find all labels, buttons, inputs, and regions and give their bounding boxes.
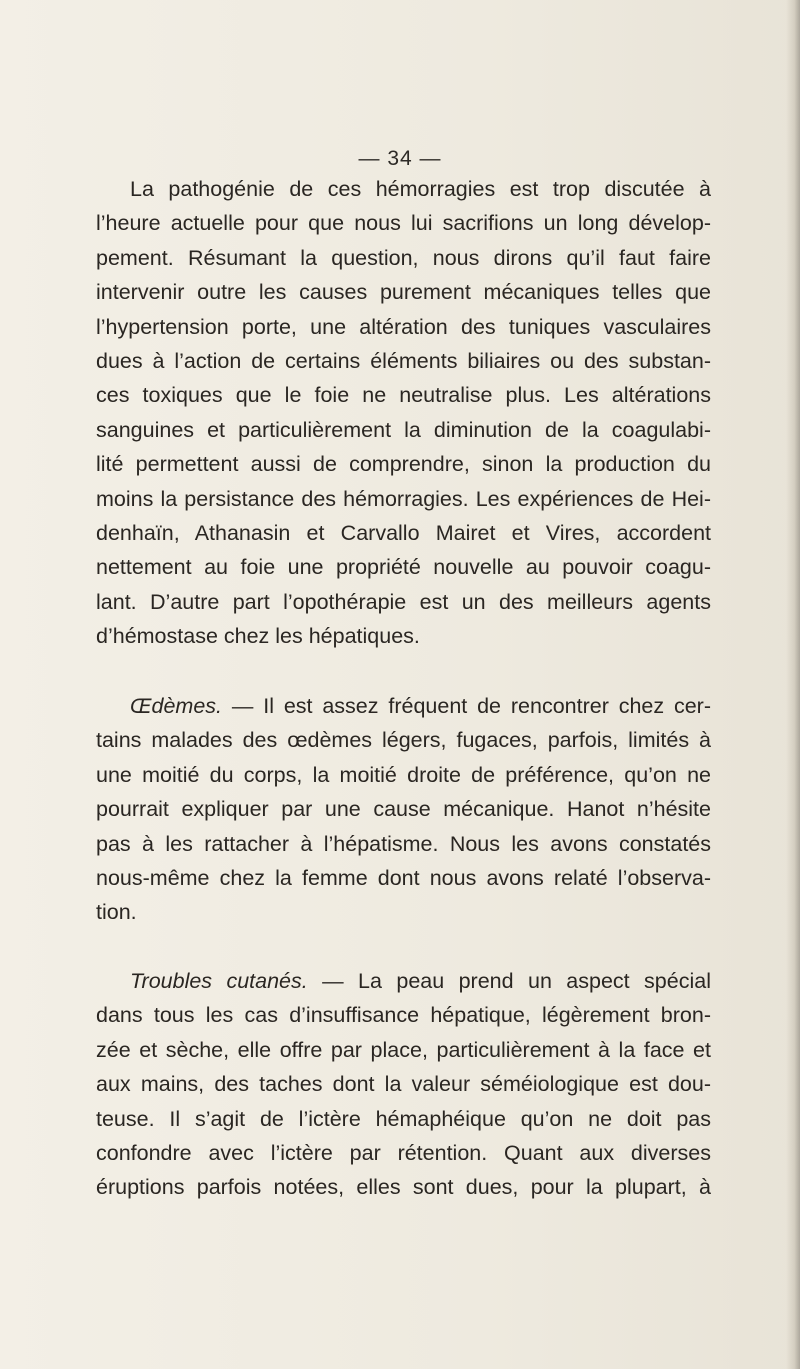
text-line: lité permettent aussi de comprendre, sinon la production du (96, 452, 711, 477)
paragraph-troubles-cutanes (96, 964, 711, 1205)
text-line: tion. (96, 900, 137, 925)
text-line: dues à l’action de certains éléments biliaires ou des substan- (96, 349, 711, 374)
text-line: l’hypertension porte, une altération des tuniques vasculaires (96, 314, 711, 339)
section-heading: Œdèmes. (130, 694, 223, 718)
text-line: confondre avec l’ictère par rétention. Quant aux diverses (96, 1141, 711, 1166)
text-line: intervenir outre les causes purement mécaniques telles que (96, 280, 711, 305)
text-line: dans tous les cas d’insuffisance hépatique, légèrement bron- (96, 1003, 711, 1028)
text-line: moins la persistance des hémorragies. Les expériences de Hei- (96, 486, 711, 511)
paragraph-hemorrhages (96, 172, 711, 654)
page-number: — 34 — (358, 147, 442, 170)
section-heading: Troubles cutanés. (130, 969, 308, 993)
text-fragment: — Il est assez fréquent de rencontrer chez cer- (222, 694, 711, 718)
text-line: nettement au foie une propriété nouvelle au pouvoir coagu- (96, 555, 711, 580)
text-line: tains malades des œdèmes légers, fugaces, parfois, limités à (96, 728, 711, 753)
text-line: une moitié du corps, la moitié droite de préférence, qu’on ne (96, 762, 711, 787)
text-line: ces toxiques que le foie ne neutralise plus. Les altérations (96, 383, 711, 408)
text-line: sanguines et particulièrement la diminution de la coagulabi- (96, 417, 711, 442)
text-line: lant. D’autre part l’opothérapie est un des meilleurs agents (96, 589, 711, 614)
text-line (96, 964, 711, 998)
paragraph-oedemes (96, 689, 711, 930)
text-line: pement. Résumant la question, nous dirons qu’il faut faire (96, 245, 711, 270)
page-edge-shadow (786, 0, 800, 1369)
text-line: denhaïn, Athanasin et Carvallo Mairet et Vires, accordent (96, 521, 711, 546)
text-line: l’heure actuelle pour que nous lui sacrifions un long dévelop- (96, 211, 711, 236)
text-line: d’hémostase chez les hépatiques. (96, 624, 420, 649)
text-fragment: — La peau prend un aspect spécial (307, 969, 711, 993)
text-line: La pathogénie de ces hémorragies est trop discutée à (130, 177, 711, 201)
text-line (96, 689, 711, 723)
text-line: teuse. Il s’agit de l’ictère hémaphéique qu’on ne doit pas (96, 1106, 711, 1131)
text-line: pas à les rattacher à l’hépatisme. Nous les avons constatés (96, 831, 711, 856)
text-line: aux mains, des taches dont la valeur séméiologique est dou- (96, 1072, 711, 1097)
text-line: éruptions parfois notées, elles sont dues, pour la plupart, à (96, 1175, 711, 1200)
text-line: zée et sèche, elle offre par place, particulièrement à la face et (96, 1037, 711, 1062)
text-line: nous-même chez la femme dont nous avons relaté l’observa- (96, 866, 711, 891)
text-line: pourrait expliquer par une cause mécanique. Hanot n’hésite (96, 797, 711, 822)
